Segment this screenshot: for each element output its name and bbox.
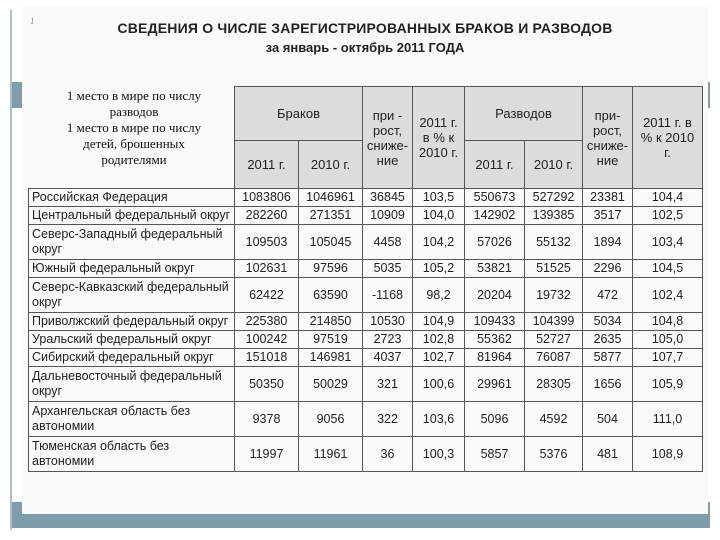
divorces-2010: 76087 [525, 349, 583, 367]
divorces-growth: 481 [583, 437, 633, 472]
region-name: Тюменская область без автономии [29, 437, 235, 472]
marriages-2010: 97519 [299, 331, 363, 349]
divorces-percent: 103,4 [633, 225, 703, 260]
divorces-percent: 104,4 [633, 189, 703, 207]
marriages-growth: 10530 [363, 313, 413, 331]
marriages-percent: 100,6 [413, 367, 465, 402]
marriages-2011: 100242 [235, 331, 299, 349]
marriages-growth: 36845 [363, 189, 413, 207]
region-name: Дальневосточный федеральный округ [29, 367, 235, 402]
marriages-percent: 104,9 [413, 313, 465, 331]
marriages-percent: 104,0 [413, 207, 465, 225]
marriages-percent: 105,2 [413, 260, 465, 278]
divorces-growth: 1656 [583, 367, 633, 402]
marriages-percent: 103,6 [413, 402, 465, 437]
table-row [29, 349, 703, 367]
marriages-percent: 102,8 [413, 331, 465, 349]
marriages-2011: 282260 [235, 207, 299, 225]
marriages-2010-header: 2010 г. [299, 141, 363, 189]
marriages-2010: 11961 [299, 437, 363, 472]
divorces-2011: 57026 [465, 225, 525, 260]
marriages-2011: 9378 [235, 402, 299, 437]
marriages-2010: 271351 [299, 207, 363, 225]
marriages-2011: 11997 [235, 437, 299, 472]
divorces-percent: 105,9 [633, 367, 703, 402]
marriages-2011: 50350 [235, 367, 299, 402]
document-title [22, 20, 708, 36]
marriages-2010: 63590 [299, 278, 363, 313]
marriages-header: Браков [235, 87, 363, 141]
divorces-2010: 104399 [525, 313, 583, 331]
table-row [29, 402, 703, 437]
divorces-2010: 51525 [525, 260, 583, 278]
marriages-2011-header: 2011 г. [235, 141, 299, 189]
divorces-2011-header: 2011 г. [465, 141, 525, 189]
divorces-growth: 2296 [583, 260, 633, 278]
table-row [29, 313, 703, 331]
marriages-percent: 102,7 [413, 349, 465, 367]
region-name: Северс-Западный федеральный округ [29, 225, 235, 260]
scanned-document [22, 6, 708, 514]
table-row [29, 278, 703, 313]
divorces-percent: 102,5 [633, 207, 703, 225]
marriages-growth: 321 [363, 367, 413, 402]
divorces-percent: 111,0 [633, 402, 703, 437]
document-subtitle [22, 40, 708, 55]
marriages-2011: 62422 [235, 278, 299, 313]
marriages-growth: -1168 [363, 278, 413, 313]
marriages-growth: 36 [363, 437, 413, 472]
marriages-growth: 10909 [363, 207, 413, 225]
divorces-percent-header: 2011 г. в % к 2010 г. [633, 87, 703, 189]
marriages-2011: 109503 [235, 225, 299, 260]
divorces-growth: 2635 [583, 331, 633, 349]
overlay-line: 1 место в мире по числу [66, 120, 202, 135]
table-row [29, 225, 703, 260]
region-name: Российская Федерация [29, 189, 235, 207]
divorces-2010: 19732 [525, 278, 583, 313]
divorces-2011: 53821 [465, 260, 525, 278]
divorces-2010: 4592 [525, 402, 583, 437]
divorces-2011: 5857 [465, 437, 525, 472]
marriages-2011: 151018 [235, 349, 299, 367]
marriages-percent: 100,3 [413, 437, 465, 472]
divorces-percent: 104,5 [633, 260, 703, 278]
overlay-line: 1 место в мире по числу [66, 88, 202, 103]
divorces-2010-header: 2010 г. [525, 141, 583, 189]
divorces-header: Разводов [465, 87, 583, 141]
marriages-growth: 4458 [363, 225, 413, 260]
divorces-growth: 3517 [583, 207, 633, 225]
region-name: Центральный федеральный округ [29, 207, 235, 225]
marriages-2010: 105045 [299, 225, 363, 260]
divorces-2011: 81964 [465, 349, 525, 367]
divorces-2010: 5376 [525, 437, 583, 472]
overlay-line: родителями [101, 152, 167, 167]
divorces-growth: 472 [583, 278, 633, 313]
region-name: Северс-Кавказский федеральный округ [29, 278, 235, 313]
divorces-growth-header: при- рост, сниже- ние [583, 87, 633, 189]
region-name: Сибирский федеральный округ [29, 349, 235, 367]
divorces-2011: 550673 [465, 189, 525, 207]
divorces-2010: 28305 [525, 367, 583, 402]
table-row [29, 207, 703, 225]
divorces-growth: 5877 [583, 349, 633, 367]
page-mark: 1 [30, 16, 35, 26]
divorces-2011: 142902 [465, 207, 525, 225]
divorces-percent: 104,8 [633, 313, 703, 331]
divorces-growth: 504 [583, 402, 633, 437]
marriages-2010: 1046961 [299, 189, 363, 207]
marriages-2010: 146981 [299, 349, 363, 367]
region-name: Уральский федеральный округ [29, 331, 235, 349]
marriages-growth-header: при - рост, сниже- ние [363, 87, 413, 189]
divorces-2011: 5096 [465, 402, 525, 437]
overlay-caption [40, 88, 228, 168]
divorces-2011: 55362 [465, 331, 525, 349]
marriages-2011: 102631 [235, 260, 299, 278]
marriages-2010: 97596 [299, 260, 363, 278]
divorces-growth: 5034 [583, 313, 633, 331]
divorces-2010: 52727 [525, 331, 583, 349]
table-row [29, 437, 703, 472]
table-row [29, 260, 703, 278]
marriages-2011: 225380 [235, 313, 299, 331]
overlay-line: разводов [109, 104, 159, 119]
region-name: Южный федеральный округ [29, 260, 235, 278]
marriages-2010: 9056 [299, 402, 363, 437]
divorces-percent: 105,0 [633, 331, 703, 349]
divorces-2010: 139385 [525, 207, 583, 225]
marriages-2010: 50029 [299, 367, 363, 402]
marriages-growth: 5035 [363, 260, 413, 278]
marriages-2011: 1083806 [235, 189, 299, 207]
marriages-percent-header: 2011 г. в % к 2010 г. [413, 87, 465, 189]
divorces-growth: 23381 [583, 189, 633, 207]
marriages-percent: 103,5 [413, 189, 465, 207]
divorces-2010: 527292 [525, 189, 583, 207]
marriages-percent: 104,2 [413, 225, 465, 260]
divorces-percent: 102,4 [633, 278, 703, 313]
marriages-growth: 2723 [363, 331, 413, 349]
region-name: Архангельская область без автономии [29, 402, 235, 437]
divorces-2010: 55132 [525, 225, 583, 260]
table-row [29, 367, 703, 402]
marriages-growth: 322 [363, 402, 413, 437]
divorces-2011: 29961 [465, 367, 525, 402]
divorces-percent: 107,7 [633, 349, 703, 367]
divorces-2011: 20204 [465, 278, 525, 313]
marriages-percent: 98,2 [413, 278, 465, 313]
document-title-text: СВЕДЕНИЯ О ЧИСЛЕ ЗАРЕГИСТРИРОВАННЫХ БРАКОВ И РАЗВОДОВ [117, 20, 613, 36]
table-row [29, 189, 703, 207]
document-subtitle-text: за январь - октябрь 2011 ГОДА [265, 40, 465, 55]
region-name: Приволжский федеральный округ [29, 313, 235, 331]
overlay-line: детей, брошенных [83, 136, 185, 151]
divorces-growth: 1894 [583, 225, 633, 260]
marriages-growth: 4037 [363, 349, 413, 367]
divorces-percent: 108,9 [633, 437, 703, 472]
marriages-2010: 214850 [299, 313, 363, 331]
table-row [29, 331, 703, 349]
divorces-2011: 109433 [465, 313, 525, 331]
